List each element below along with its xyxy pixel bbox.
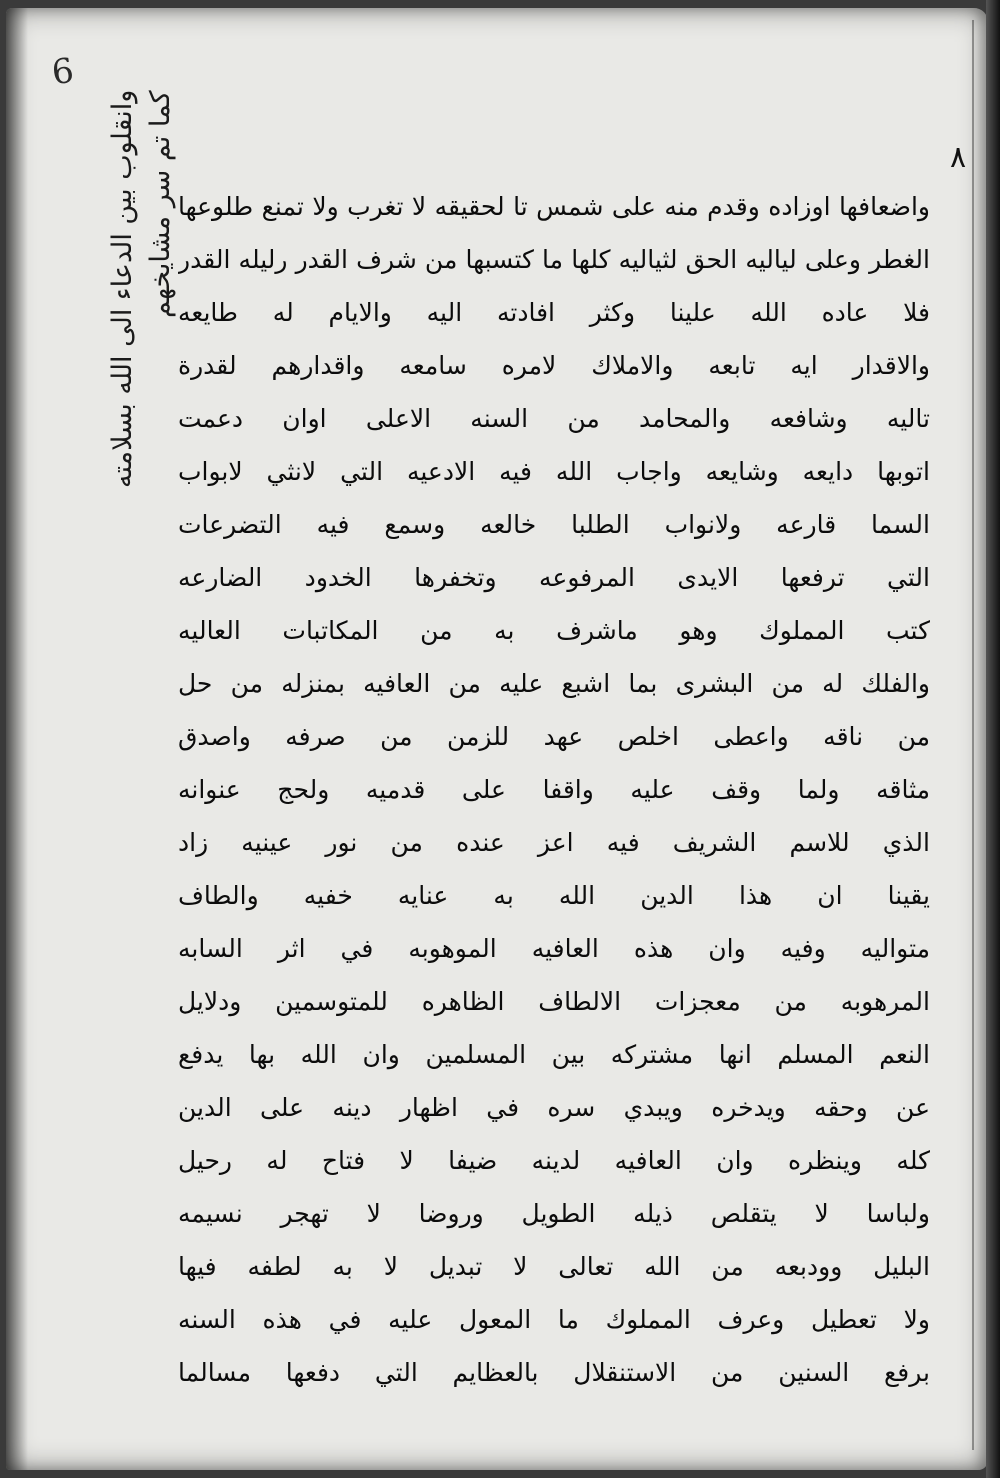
- text-line: تاليه وشافعه والمحامد من السنه الاعلى اوان دعمت: [178, 404, 930, 433]
- text-line: مثاقه ولما وقف عليه واقفا على قدميه ولحج عنوانه: [178, 775, 930, 804]
- text-line: يقينا ان هذا الدين الله به عنايه خفيه والطاف: [178, 881, 930, 910]
- text-line: والاقدار ايه تابعه والاملاك لامره سامعه واقدارهم لقدرة: [178, 351, 930, 380]
- text-line: فلا عاده الله علينا وكثر افادته اليه والايام له طايعه: [178, 298, 930, 327]
- text-line: السما قارعه ولانواب الطلبا خالعه وسمع فيه التضرعات: [178, 510, 930, 539]
- margin-note-line: وانقلوب بين الدعاء الى الله بسلامته: [107, 90, 138, 489]
- text-line: كتب المملوك وهو ماشرف به من المكاتبات العاليه: [178, 616, 930, 645]
- text-line: متواليه وفيه وان هذه العافيه الموهوبه في اثر السابه: [178, 934, 930, 963]
- text-line: النعم المسلم انها مشتركه بين المسلمين وان الله بها يدفع: [178, 1040, 930, 1069]
- text-line: عن وحقه ويدخره ويبدي سره في اظهار دينه على الدين: [178, 1093, 930, 1122]
- text-line: من ناقه واعطى اخلص عهد للزمن من صرفه واصدق: [178, 722, 930, 751]
- text-line: الغطر وعلى لياليه الحق لثياليه كلها ما كتسبها من شرف القدر رليله القدر: [178, 245, 930, 274]
- page-edge: [972, 20, 974, 1450]
- catchword-mark: ٨: [950, 140, 967, 175]
- text-line: الذي للاسم الشريف فيه اعز عنده من نور عينيه زاد: [178, 828, 930, 857]
- text-line: البليل وودبعه من الله تعالى لا تبديل لا به لطفه فيها: [178, 1252, 930, 1281]
- text-line: المرهوبه من معجزات الالطاف الظاهره للمتوسمين ودلايل: [178, 987, 930, 1016]
- text-line: والفلك له من البشرى بما اشبع عليه من العافيه بمنزله من حل: [178, 669, 930, 698]
- text-line: التي ترفعها الايدى المرفوعه وتخفرها الخدود الضارعه: [178, 563, 930, 592]
- text-line: كله وينظره وان العافيه لدينه ضيفا لا فتاح له رحيل: [178, 1146, 930, 1175]
- text-line: برفع السنين من الاستنقلال بالعظايم التي دفعها مسالما: [178, 1358, 930, 1387]
- scan-edge: [986, 0, 1000, 1478]
- margin-note-line: كما تم سر مشايخهم: [145, 90, 176, 318]
- main-text-block: [178, 180, 930, 1399]
- folio-number: 6: [49, 50, 77, 94]
- text-line: اتوبها دايعه وشايعه واجاب الله فيه الادعيه التي لانثي لابواب: [178, 457, 930, 486]
- binding-gutter: [6, 8, 28, 1470]
- text-line: واضعافها اوزاده وقدم منه على شمس تا لحقيقه لا تغرب ولا تمنع طلوعها: [178, 192, 930, 221]
- text-line: ولا تعطيل وعرف المملوك ما المعول عليه في هذه السنه: [178, 1305, 930, 1334]
- text-line: ولباسا لا يتقلص ذيله الطويل وروضا لا تهجر نسيمه: [178, 1199, 930, 1228]
